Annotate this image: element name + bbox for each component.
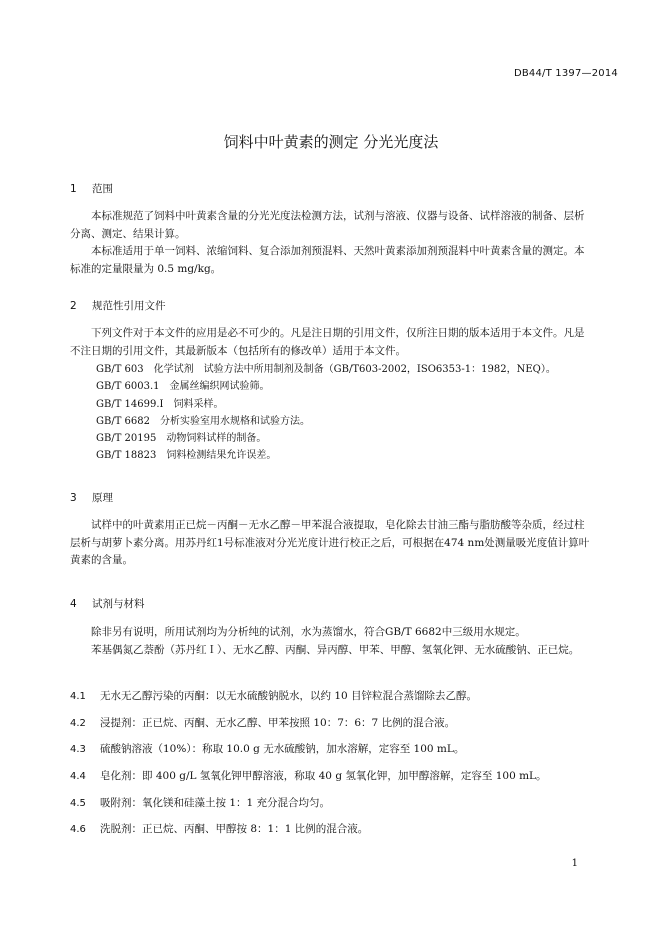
section-heading-1 [70, 181, 113, 196]
clause-text: 浸提剂：正已烷、丙酮、无水乙醇、甲苯按照 10：7：6：7 比例的混合液。 [100, 717, 456, 729]
paragraph: 本标准适用于单一饲料、浓缩饲料、复合添加剂预混料、天然叶黄素添加剂预混料中叶黄素含量的测定。本标准的定量限量为 0.5 mg/kg。 [70, 245, 585, 275]
clause-4-3 [70, 741, 464, 756]
clause-4-6 [70, 821, 368, 836]
clause-number: 4.3 [70, 744, 86, 755]
reference-item: GB/T 603 化学试剂 试验方法中所用制剂及制备（GB/T603-2002，ISO6353-1：1982，NEQ）。 [96, 364, 556, 375]
section-number: 4 [70, 598, 77, 610]
clause-4-2 [70, 715, 455, 730]
clause-text: 无水无乙醇污染的丙酮：以无水硫酸钠脱水，以约 10 目锌粒混合蒸馏除去乙醇。 [100, 690, 478, 702]
paragraph: 本标准规范了饲料中叶黄素含量的分光光度法检测方法，试剂与溶液、仪器与设备、试样溶液的制备、层析分离、测定、结果计算。 [70, 210, 585, 240]
paragraph: 试样中的叶黄素用正已烷－丙酮－无水乙醇－甲苯混合液提取，皂化除去甘油三酯与脂肪酸等杂质，经过柱层析与胡萝卜素分离。用苏丹红1号标准液对分光光度计进行校正之后，可根据在474 nm处测量吸光度值计算叶黄素的含量。 [70, 519, 590, 567]
clause-text: 吸附剂：氧化镁和硅藻土按 1：1 充分混合均匀。 [100, 797, 331, 809]
page-title: 饲料中叶黄素的测定 分光光度法 [223, 133, 439, 151]
clause-text: 硫酸钠溶液（10%）：称取 10.0 g 无水硫酸钠，加水溶解，定容至 100 mL。 [100, 743, 465, 755]
page-number: 1 [571, 858, 578, 869]
clause-number: 4.1 [70, 691, 86, 702]
paragraph: 苯基偶氮乙萘酚（苏丹红Ｉ）、无水乙醇、丙酮、异丙醇、甲苯、甲醇、氢氧化钾、无水硫酸钠、正已烷。 [91, 643, 580, 656]
paragraph: 下列文件对于本文件的应用是必不可少的。凡是注日期的引用文件，仅所注日期的版本适用于本文件。凡是不注日期的引用文件，其最新版本（包括所有的修改单）适用于本文件。 [70, 327, 585, 357]
clause-number: 4.5 [70, 798, 86, 809]
section-title: 规范性引用文件 [92, 300, 166, 312]
clause-number: 4.2 [70, 718, 86, 729]
document-code: DB44/T 1397—2014 [513, 68, 618, 79]
reference-item: GB/T 20195 动物饲料试样的制备。 [96, 433, 267, 445]
clause-number: 4.6 [70, 824, 86, 835]
section-number: 1 [70, 183, 77, 195]
clause-4-4 [70, 768, 547, 783]
section-title: 原理 [92, 492, 113, 504]
reference-item: GB/T 6682 分析实验室用水规格和试验方法。 [96, 415, 311, 427]
section-title: 试剂与材料 [92, 598, 145, 610]
reference-list [96, 361, 556, 465]
section-title: 范围 [92, 183, 113, 195]
reference-item: GB/T 14699.I 饲料采样。 [96, 398, 224, 410]
section-number: 2 [70, 300, 77, 312]
clause-4-1 [70, 688, 477, 703]
section-4-body [70, 624, 590, 659]
section-2-body [70, 325, 590, 360]
paragraph: 除非另有说明，所用试剂均为分析纯的试剂，水为蒸馏水，符合GB/T 6682中三级用水规定。 [91, 626, 526, 638]
reference-item: GB/T 18823 饲料检测结果允许误差。 [96, 450, 277, 462]
section-3-body [70, 517, 590, 570]
section-number: 3 [70, 492, 77, 504]
clause-text: 洗脱剂：正已烷、丙酮、甲醇按 8：1：1 比例的混合液。 [100, 823, 369, 835]
clause-text: 皂化剂：即 400 g/L 氢氧化钾甲醇溶液，称取 40 g 氢氧化钾，加甲醇溶解，定容至 100 mL。 [100, 770, 547, 782]
section-heading-4 [70, 596, 145, 611]
clause-4-5 [70, 795, 330, 810]
reference-item: GB/T 6003.1 金属丝编织网试验筛。 [96, 381, 270, 393]
clause-number: 4.4 [70, 771, 86, 782]
section-heading-3 [70, 490, 113, 505]
section-1-body [70, 208, 590, 278]
section-heading-2 [70, 298, 166, 313]
